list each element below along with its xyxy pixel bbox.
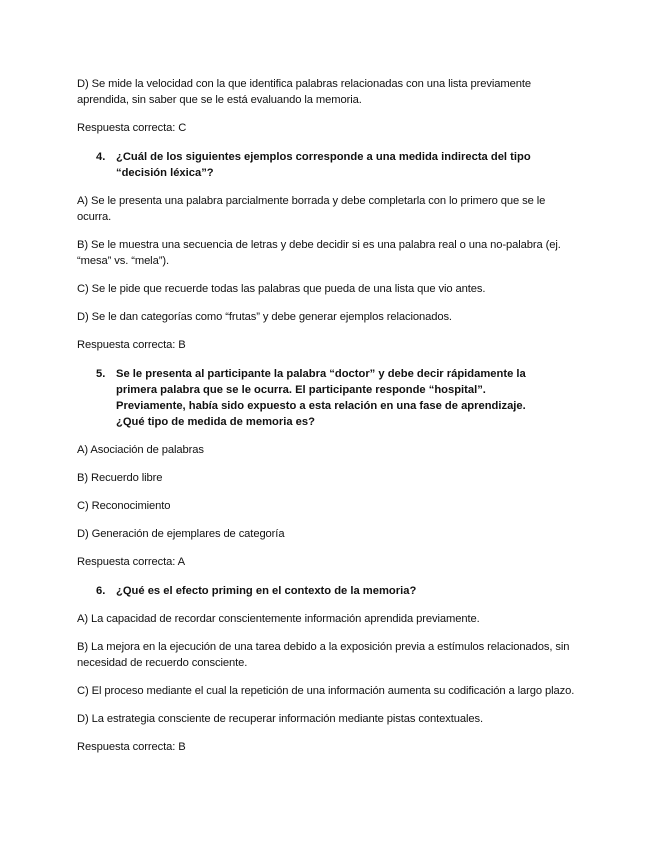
correct-answer: Respuesta correcta: A — [77, 556, 185, 568]
question-number: 6. — [96, 585, 106, 597]
option-a: A) Asociación de palabras — [77, 444, 204, 456]
option-b: B) La mejora en la ejecución de una tarea debido a la exposición previa a estímulos relacionados, sin necesidad de recuerdo consciente. — [77, 641, 570, 669]
option-c: C) Se le pide que recuerde todas las palabras que pueda de una lista que vio antes. — [77, 283, 486, 295]
question-text: ¿Qué es el efecto priming en el contexto de la memoria? — [116, 585, 417, 597]
correct-answer: Respuesta correcta: B — [77, 741, 186, 753]
question-text: ¿Cuál de los siguientes ejemplos corresponde a una medida indirecta del tipo “decisión léxica”? — [116, 151, 531, 179]
option-a: A) Se le presenta una palabra parcialmente borrada y debe completarla con lo primero que se le ocurra. — [77, 195, 546, 223]
question-6 — [77, 583, 582, 599]
option-b: B) Recuerdo libre — [77, 472, 163, 484]
option-c: C) El proceso mediante el cual la repetición de una información aumenta su codificación a largo plazo. — [77, 685, 575, 697]
question-number: 5. — [96, 368, 106, 380]
question-5 — [77, 366, 582, 430]
option-b: B) Se le muestra una secuencia de letras y debe decidir si es una palabra real o una no-palabra (ej. “mesa” vs. “mela”). — [77, 239, 561, 267]
option-d: D) Se mide la velocidad con la que identifica palabras relacionadas con una lista previamente aprendida, sin saber que se le está evaluando la memoria. — [77, 78, 532, 106]
question-4 — [77, 149, 582, 181]
question-text: Se le presenta al participante la palabra “doctor” y debe decir rápidamente la primera palabra que se le ocurra. El participante responde “hospital”. Previamente, había sido expuesto a esta relación en una fase de aprendizaje. ¿Qué tipo de medida de memoria es? — [116, 368, 526, 428]
option-d: D) Se le dan categorías como “frutas” y debe generar ejemplos relacionados. — [77, 311, 452, 323]
option-d: D) Generación de ejemplares de categoría — [77, 528, 285, 540]
document-content — [77, 76, 582, 768]
option-c: C) Reconocimiento — [77, 500, 171, 512]
question-number: 4. — [96, 151, 106, 163]
correct-answer: Respuesta correcta: B — [77, 339, 186, 351]
correct-answer: Respuesta correcta: C — [77, 122, 187, 134]
option-d: D) La estrategia consciente de recuperar información mediante pistas contextuales. — [77, 713, 483, 725]
option-a: A) La capacidad de recordar conscientemente información aprendida previamente. — [77, 613, 480, 625]
